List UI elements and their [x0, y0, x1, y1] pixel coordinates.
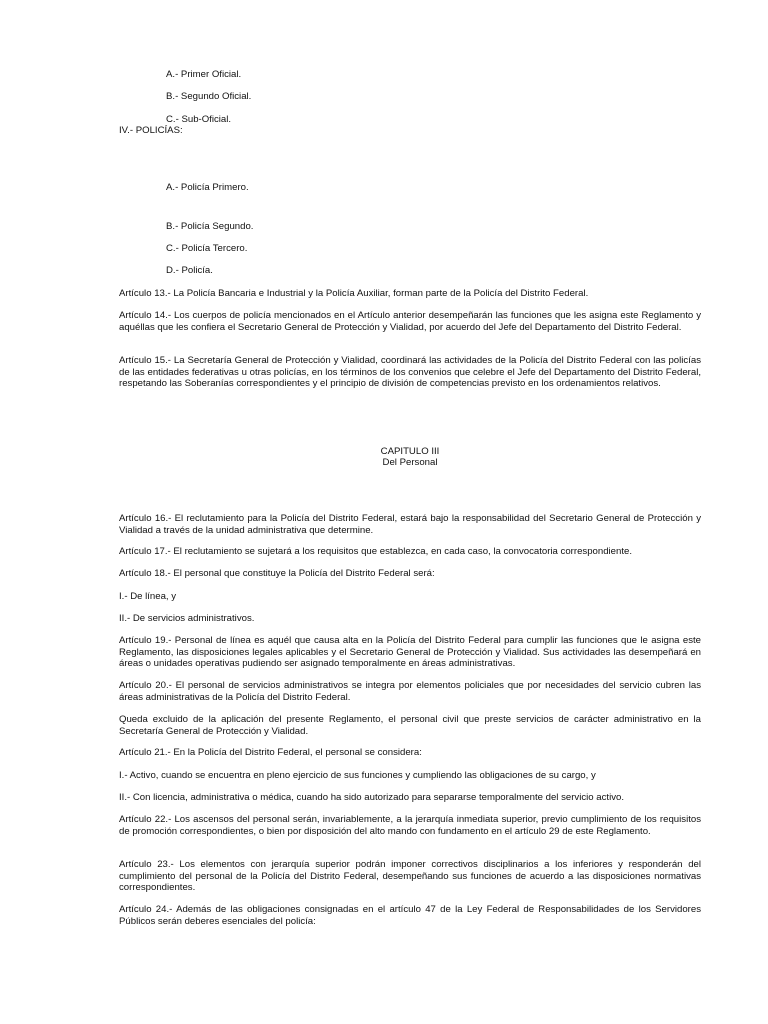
article-paragraph: Artículo 22.- Los ascensos del personal serán, invariablemente, a la jerarquía inmediata superior, previo cumplimiento de los requisitos de promoción correspondientes, o bien por disposición del alto mando con fundamento en el artículo 29 de este Reglamento.: [119, 814, 701, 837]
article-paragraph: Artículo 14.- Los cuerpos de policía mencionados en el Artículo anterior desempeñarán las funciones que les asigna este Reglamento y aquéllas que les confiera el Secretario General de Protección y Vialidad, por acuerdo del Jefe del Departamento del Distrito Federal.: [119, 310, 701, 333]
rank-item: B.- Policía Segundo.: [166, 221, 254, 232]
rank-item: C.- Sub-Oficial.: [166, 114, 232, 125]
rank-item: A.- Primer Oficial.: [166, 69, 242, 80]
rank-item: C.- Policía Tercero.: [166, 243, 248, 254]
article-paragraph: Artículo 13.- La Policía Bancaria e Industrial y la Policía Auxiliar, forman parte de la Policía del Distrito Federal.: [119, 288, 589, 299]
rank-item: B.- Segundo Oficial.: [166, 91, 252, 102]
article-paragraph: Artículo 17.- El reclutamiento se sujetará a los requisitos que establezca, en cada caso, la convocatoria correspondiente.: [119, 546, 633, 557]
article-paragraph: Artículo 18.- El personal que constituye la Policía del Distrito Federal será:: [119, 568, 435, 579]
list-item: II.- Con licencia, administrativa o médica, cuando ha sido autorizado para separarse temporalmente del servicio activo.: [119, 792, 624, 803]
rank-item: A.- Policía Primero.: [166, 182, 249, 193]
article-paragraph: Artículo 21.- En la Policía del Distrito Federal, el personal se considera:: [119, 747, 422, 758]
article-paragraph: Artículo 16.- El reclutamiento para la Policía del Distrito Federal, estará bajo la responsabilidad del Secretario General de Protección y Vialidad a través de la unidad administrativa que determine.: [119, 513, 701, 536]
list-item: I.- Activo, cuando se encuentra en pleno ejercicio de sus funciones y cumpliendo las obligaciones de su cargo, y: [119, 770, 596, 781]
rank-item: D.- Policía.: [166, 265, 213, 276]
article-paragraph: Queda excluido de la aplicación del presente Reglamento, el personal civil que preste servicios de carácter administrativo en la Secretaría General de Protección y Vialidad.: [119, 714, 701, 737]
chapter-title: Del Personal: [382, 457, 438, 468]
article-paragraph: Artículo 19.- Personal de línea es aquél que causa alta en la Policía del Distrito Federal para cumplir las funciones que le asigna este Reglamento, las disposiciones legales aplicables y el Secretario General de Protección y Vialidad. Sus actividades las desempeñará en áreas o unidades operativas pudiendo ser asignado temporalmente en áreas administrativas.: [119, 635, 701, 670]
list-item: I.- De línea, y: [119, 591, 177, 602]
section-heading: IV.- POLICÍAS:: [119, 125, 183, 136]
chapter-number: CAPITULO III: [380, 446, 440, 457]
article-paragraph: Artículo 24.- Además de las obligaciones consignadas en el artículo 47 de la Ley Federal de Responsabilidades de los Servidores Públicos serán deberes esenciales del policía:: [119, 904, 701, 927]
list-item: II.- De servicios administrativos.: [119, 613, 255, 624]
article-paragraph: Artículo 23.- Los elementos con jerarquía superior podrán imponer correctivos disciplinarios a los inferiores y responderán del cumplimiento del personal de la Policía del Distrito Federal, desempeñando sus funciones de acuerdo a las disposiciones normativas correspondientes.: [119, 859, 701, 894]
article-paragraph: Artículo 15.- La Secretaría General de Protección y Vialidad, coordinará las actividades de la Policía del Distrito Federal con las policías de las entidades federativas u otras policías, en los términos de los convenios que celebre el Jefe del Departamento del Distrito Federal, respetando las Soberanías correspondientes y el principio de división de competencias previsto en los ordenamientos relativos.: [119, 355, 701, 390]
article-paragraph: Artículo 20.- El personal de servicios administrativos se integra por elementos policiales que por necesidades del servicio cubren las áreas administrativas de la Policía del Distrito Federal.: [119, 680, 701, 703]
